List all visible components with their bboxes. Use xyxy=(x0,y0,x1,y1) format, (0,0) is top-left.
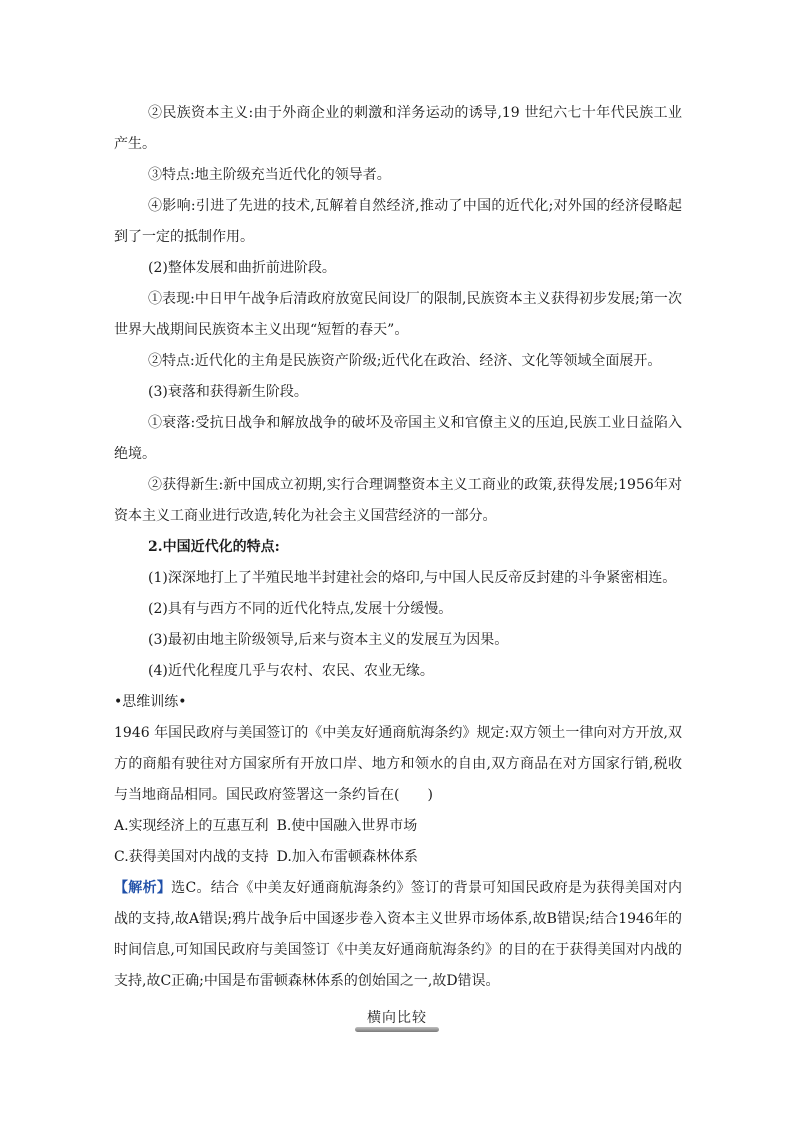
options-row-1 xyxy=(114,811,682,842)
feature-item-4: (4)近代化程度几乎与农村、农民、农业无缘。 xyxy=(148,663,434,679)
paragraph-influence: ④影响:引进了先进的技术,瓦解着自然经济,推动了中国的近代化;对外国的经济侵略起到了一定的抵制作用。 xyxy=(114,198,682,245)
feature-item-3: (3)最初由地主阶级领导,后来与资本主义的发展互为因果。 xyxy=(148,632,509,648)
section-badge-horizontal-comparison: 横向比较 xyxy=(355,1004,439,1032)
option-d: D.加入布雷顿森林体系 xyxy=(276,849,418,865)
exercise-question: 1946 年国民政府与美国签订的《中美友好通商航海条约》规定:双方领土一律向对方开放,双方的商船有驶往对方国家所有开放口岸、地方和领水的自由,双方商品在对方国家行销,税收与当地商品相同。国民政府签署这一条约旨在( ) xyxy=(114,725,682,803)
paragraph-rebirth: ②获得新生:新中国成立初期,实行合理调整资本主义工商业的政策,获得发展;1956年对资本主义工商业进行改造,转化为社会主义国营经济的一部分。 xyxy=(114,477,682,524)
option-b: B.使中国融入世界市场 xyxy=(276,818,418,834)
paragraph-decline: ①衰落:受抗日战争和解放战争的破坏及帝国主义和官僚主义的压迫,民族工业日益陷入绝境。 xyxy=(114,415,682,462)
options-row-2 xyxy=(114,842,682,873)
paragraph-national-capitalism: ②民族资本主义:由于外商企业的刺激和洋务运动的诱导,19 世纪六七十年代民族工业产生。 xyxy=(114,105,682,152)
section-badge-wrapper xyxy=(0,1004,794,1032)
paragraph-stage-2-characteristic: ②特点:近代化的主角是民族资产阶级;近代化在政治、经济、文化等领域全面展开。 xyxy=(148,353,662,369)
feature-item-2: (2)具有与西方不同的近代化特点,发展十分缓慢。 xyxy=(148,601,453,617)
option-a: A.实现经济上的互惠互利 xyxy=(114,818,269,834)
document-body xyxy=(114,98,682,997)
option-c: C.获得美国对内战的支持 xyxy=(114,849,269,865)
analysis-label: 【解析】 xyxy=(114,880,172,896)
section-heading-features: 2.中国近代化的特点: xyxy=(148,539,280,555)
exercise-section-label: •思维训练• xyxy=(114,694,187,710)
paragraph-characteristic-1: ③特点:地主阶级充当近代化的领导者。 xyxy=(148,167,391,183)
paragraph-stage-3-heading: (3)衰落和获得新生阶段。 xyxy=(148,384,308,400)
paragraph-stage-2-performance: ①表现:中日甲午战争后清政府放宽民间设厂的限制,民族资本主义获得初步发展;第一次世界大战期间民族资本主义出现“短暂的春天”。 xyxy=(114,291,682,338)
analysis-text: 选C。结合《中美友好通商航海条约》签订的背景可知国民政府是为获得美国对内战的支持,故A错误;鸦片战争后中国逐步卷入资本主义世界市场体系,故B错误;结合1946年的时间信息,可知国民政府与美国签订《中美友好通商航海条约》的目的在于获得美国对内战的支持,故C正确;中国是布雷顿森林体系的创始国之一,故D错误。 xyxy=(114,880,683,989)
paragraph-stage-2-heading: (2)整体发展和曲折前进阶段。 xyxy=(148,260,336,276)
analysis-paragraph xyxy=(114,873,682,997)
feature-item-1: (1)深深地打上了半殖民地半封建社会的烙印,与中国人民反帝反封建的斗争紧密相连。 xyxy=(148,570,677,586)
